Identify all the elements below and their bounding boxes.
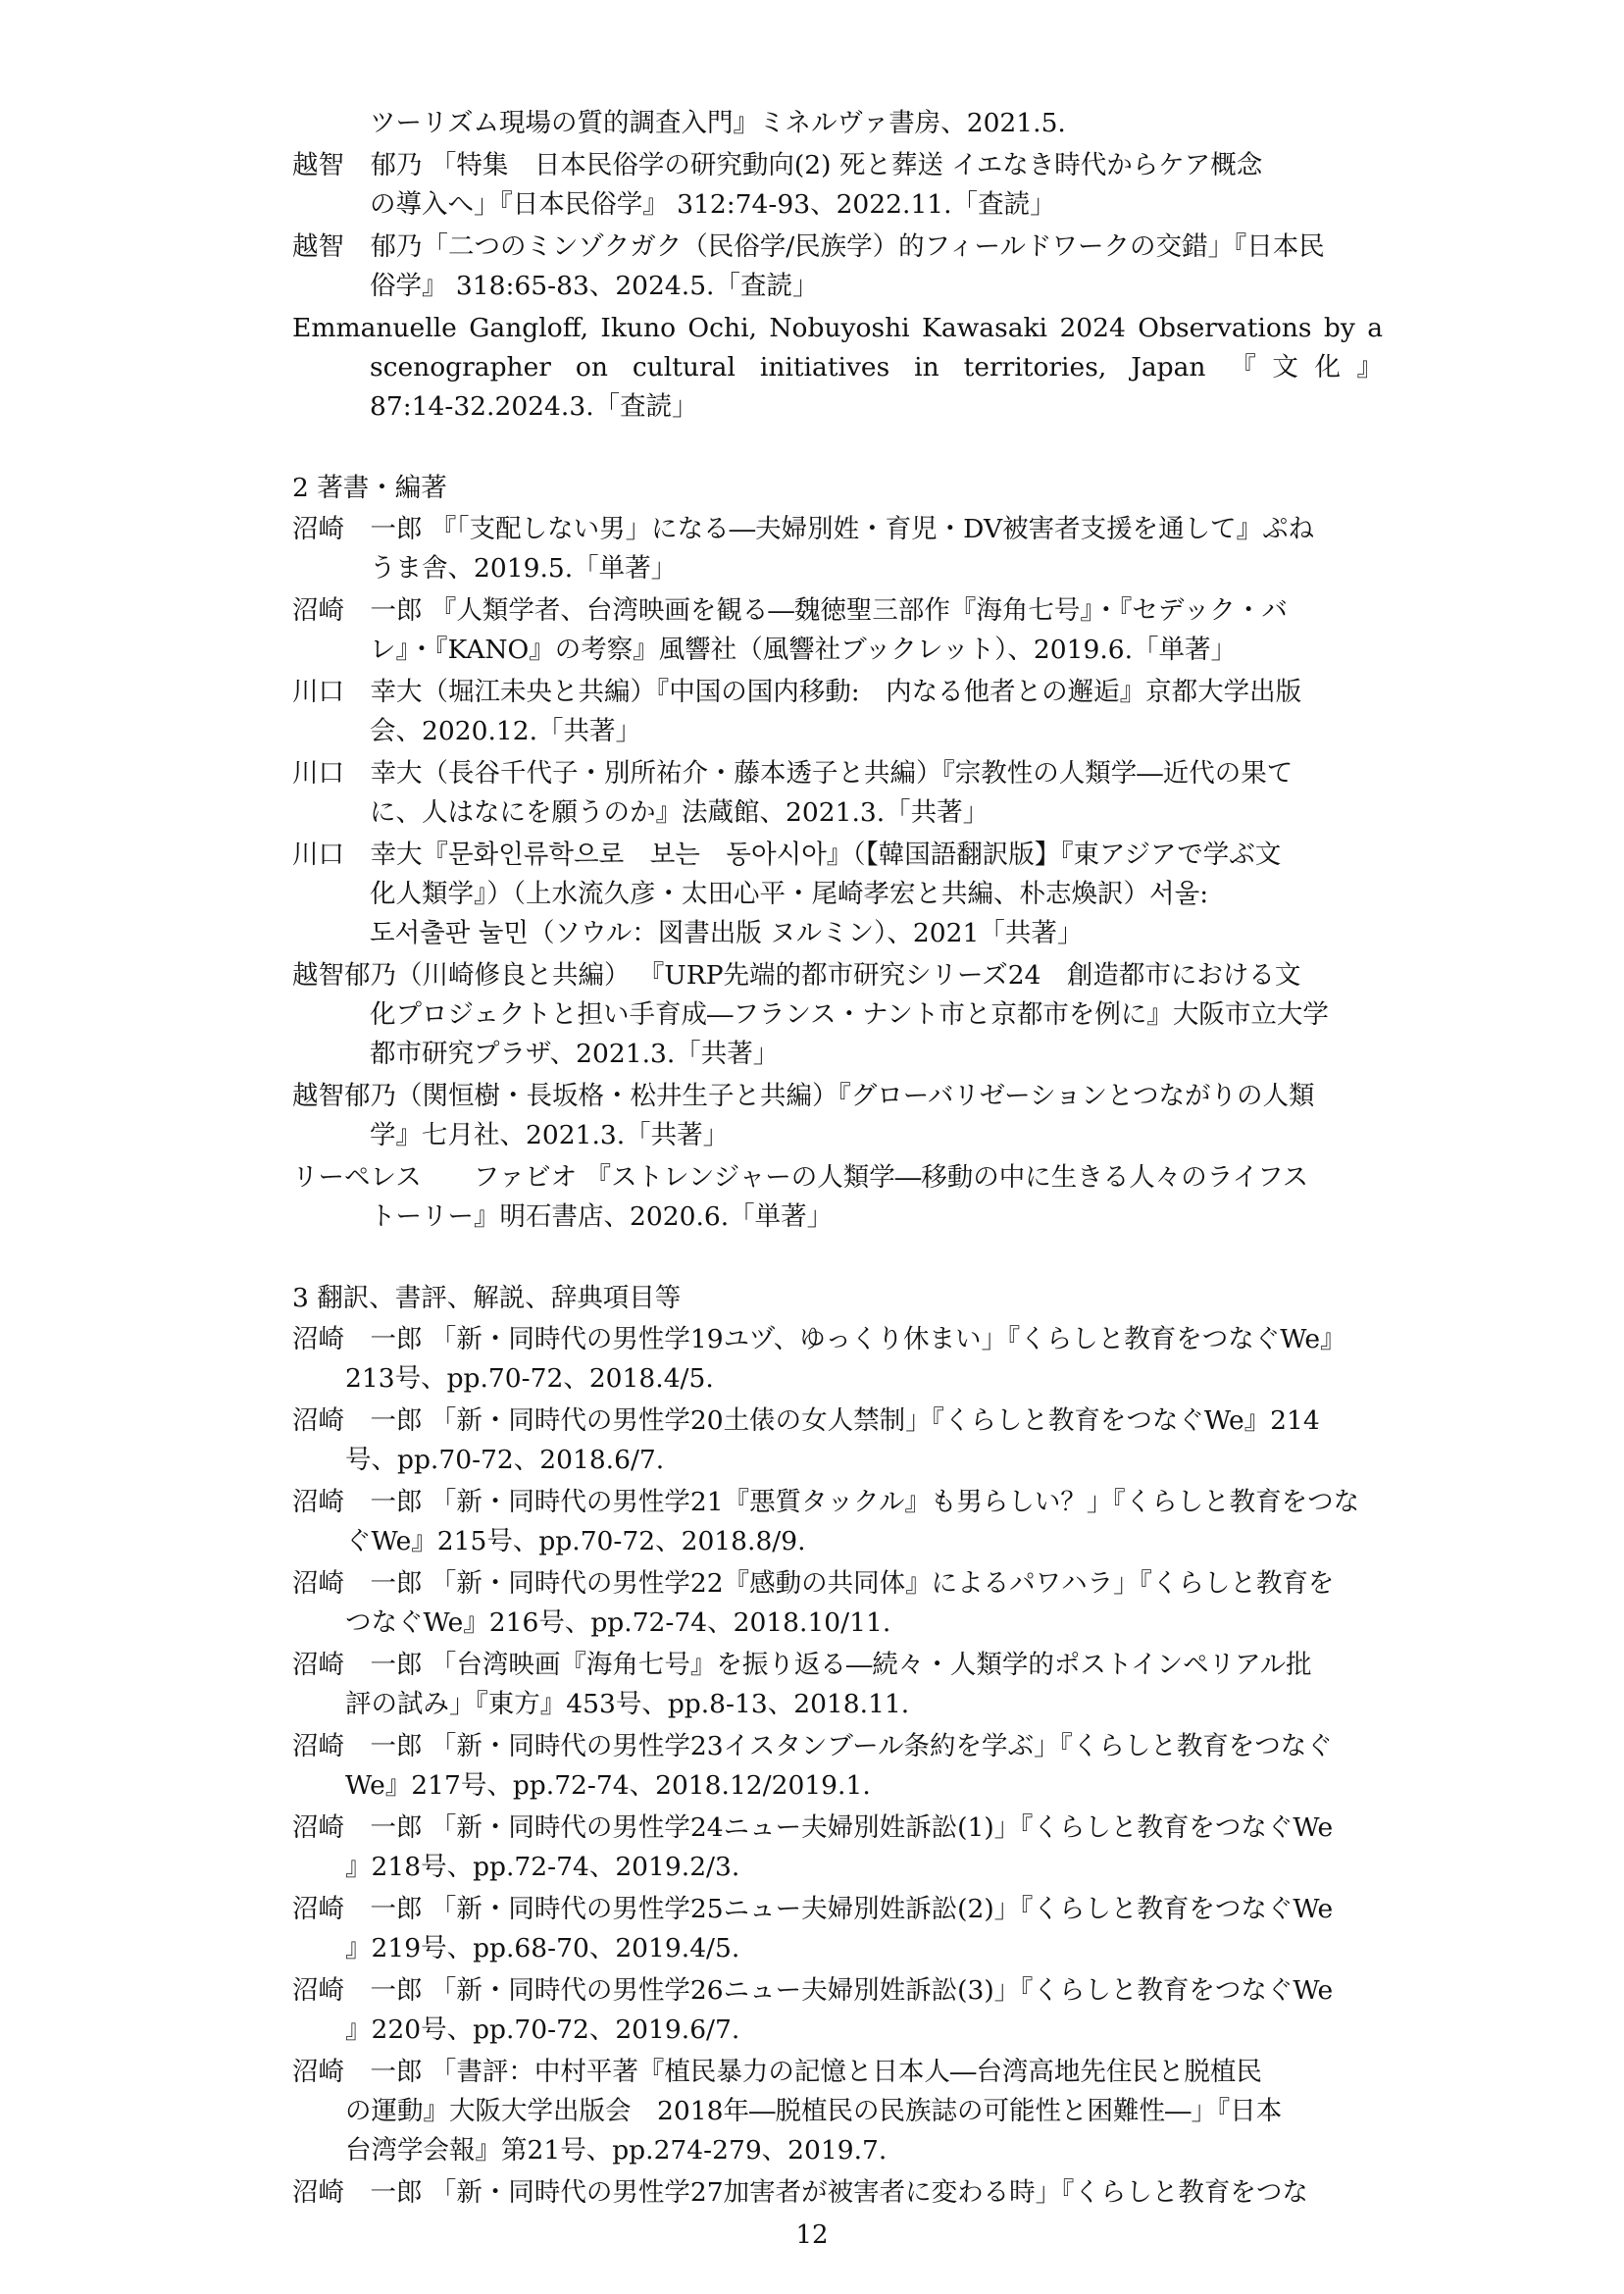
bibliography-entry: [292, 510, 1383, 588]
entry-line: 沼崎 一郎 『人類学者、台湾映画を観る―魏徳聖三部作『海角七号』・『セデック・バ: [292, 595, 1288, 626]
entry-line: 評の試み」『東方』453号、pp.8-13、2018.11.: [345, 1689, 910, 1719]
entries-books: [292, 510, 1383, 1237]
entry-line: 沼崎 一郎 「新・同時代の男性学19ユヅ、ゆっくり休まい」『くらしと教育をつなぐWe』: [292, 1324, 1346, 1354]
entry-line: 沼崎 一郎 「新・同時代の男性学24ニュー夫婦別姓訴訟(1)」『くらしと教育をつなぐWe: [292, 1812, 1334, 1843]
bibliography-entry: [292, 2053, 1383, 2170]
bibliography-entry: [292, 956, 1383, 1074]
bibliography-entry: [292, 754, 1383, 833]
entry-line: 』220号、pp.70-72、2019.6/7.: [345, 2014, 740, 2045]
bibliography-entry: [292, 1077, 1383, 1155]
bibliography-entry: [292, 673, 1383, 751]
entry-line: トーリー』明石書店、2020.6.「単著」: [370, 1201, 834, 1232]
entry-line: 87:14-32.2024.3.「査読」: [370, 391, 698, 422]
entry-line: 沼崎 一郎 「新・同時代の男性学26ニュー夫婦別姓訴訟(3)」『くらしと教育をつなぐWe: [292, 1975, 1334, 2006]
entry-line: ぐWe』215号、pp.70-72、2018.8/9.: [345, 1526, 806, 1556]
bibliography-entry: [292, 1890, 1383, 1968]
entry-line: 都市研究プラザ、2021.3.「共著」: [370, 1039, 780, 1069]
entry-line: 沼崎 一郎 「新・同時代の男性学25ニュー夫婦別姓訴訟(2)」『くらしと教育をつなぐWe: [292, 1894, 1334, 1924]
entry-line: 川口 幸大（堀江未央と共編）『中国の国内移動: 内なる他者との邂逅』京都大学出版: [292, 677, 1302, 707]
entry-line: うま舎、2019.5.「単著」: [370, 553, 678, 584]
entry-line: 沼崎 一郎 「新・同時代の男性学27加害者が被害者に変わる時」『くらしと教育をつな: [292, 2177, 1308, 2208]
entry-line: 』219号、pp.68-70、2019.4/5.: [345, 1933, 740, 1963]
entry-line: 沼崎 一郎 「新・同時代の男性学23イスタンブール条約を学ぶ」『くらしと教育をつなぐ: [292, 1731, 1333, 1761]
entry-line: Emmanuelle Gangloff, Ikuno Ochi, Nobuyoshi Kawasaki 2024 Observations by a: [292, 313, 1383, 343]
entries-translations: [292, 1320, 1383, 2213]
bibliography-entry: [292, 2173, 1383, 2213]
bibliography-entry: [292, 1809, 1383, 1887]
entry-line: 川口 幸大『문화인류학으로 보는 동아시아』（【韓国語翻訳版】『東アジアで学ぶ文: [292, 840, 1282, 870]
entries-top: [292, 104, 1383, 427]
entry-line: 沼崎 一郎 「書評：中村平著『植民暴力の記憶と日本人―台湾高地先住民と脱植民: [292, 2057, 1262, 2087]
entry-line: に、人はなにを願うのか』法蔵館、2021.3.「共著」: [370, 797, 990, 828]
entry-line: 会、2020.12.「共著」: [370, 716, 642, 746]
bibliography-entry: [292, 1483, 1383, 1561]
entry-line: の導入へ」『日本民俗学』 312:74-93、2022.11.「査読」: [370, 189, 1056, 220]
bibliography-entry: [292, 1564, 1383, 1643]
entry-line: 越智 郁乃 「特集 日本民俗学の研究動向(2) 死と葬送 イエなき時代からケア概念: [292, 150, 1263, 180]
section-heading-translations: 3 翻訳、書評、解説、辞典項目等: [292, 1283, 682, 1313]
entry-line: 도서출판 눌민（ソウル：図書出版 ヌルミン）、2021「共著」: [370, 918, 1084, 948]
bibliography-entry: [292, 836, 1383, 953]
entry-line: レ』・『KANO』の考察』風響社（風響社ブックレット）、2019.6.「単著」: [370, 635, 1238, 665]
bibliography-entry: [292, 228, 1383, 306]
entry-line: 学』七月社、2021.3.「共著」: [370, 1120, 730, 1150]
document-page: [292, 104, 1383, 2213]
entry-line: 』218号、pp.72-74、2019.2/3.: [345, 1852, 740, 1882]
entry-line: 化プロジェクトと担い手育成―フランス・ナント市と京都市を例に』大阪市立大学: [370, 999, 1329, 1030]
entry-line: の運動』大阪大学出版会 2018年―脱植民の民族誌の可能性と困難性―」『日本: [345, 2096, 1283, 2126]
entry-line: 沼崎 一郎 「新・同時代の男性学21『悪質タックル』も男らしい？」『くらしと教育をつな: [292, 1487, 1360, 1517]
entry-line: 越智郁乃（関恒樹・長坂格・松井生子と共編）『グローバリゼーションとつながりの人類: [292, 1081, 1315, 1111]
entry-line: 沼崎 一郎 「台湾映画『海角七号』を振り返る―続々・人類学的ポストインペリアル批: [292, 1650, 1312, 1680]
bibliography-entry: [292, 1646, 1383, 1724]
entry-line: 台湾学会報』第21号、pp.274-279、2019.7.: [345, 2135, 888, 2166]
entry-line: 越智郁乃（川崎修良と共編） 『URP先端的都市研究シリーズ24 創造都市における文: [292, 960, 1301, 991]
entry-line: リーペレス ファビオ 『ストレンジャーの人類学―移動の中に生きる人々のライフス: [292, 1162, 1309, 1193]
entry-line: 沼崎 一郎 「新・同時代の男性学22『感動の共同体』によるパワハラ」『くらしと教育を: [292, 1568, 1335, 1599]
entry-line: 沼崎 一郎 『「支配しない男」になる―夫婦別姓・育児・DV被害者支援を通して』ぷね: [292, 514, 1315, 544]
entry-line: We』217号、pp.72-74、2018.12/2019.1.: [345, 1770, 871, 1801]
entry-line: 化人類学』）（上水流久彦・太田心平・尾崎孝宏と共編、朴志煥訳）서울:: [370, 879, 1209, 909]
entry-line: scenographer on cultural initiatives in territories, Japan 『文化』: [370, 352, 1383, 382]
entry-line: つなぐWe』216号、pp.72-74、2018.10/11.: [345, 1607, 891, 1638]
entry-line: 越智 郁乃「二つのミンゾクガク（民俗学/民族学）的フィールドワークの交錯」『日本民: [292, 231, 1325, 262]
bibliography-entry: [292, 146, 1383, 225]
entry-line: 俗学』 318:65-83、2024.5.「査読」: [370, 271, 819, 301]
bibliography-entry: [292, 1727, 1383, 1806]
entry-line: 号、pp.70-72、2018.6/7.: [345, 1445, 665, 1475]
bibliography-entry: [292, 1158, 1383, 1237]
entry-line: 213号、pp.70-72、2018.4/5.: [345, 1363, 714, 1394]
entry-line: 沼崎 一郎 「新・同時代の男性学20土俵の女人禁制」『くらしと教育をつなぐWe』214: [292, 1405, 1320, 1436]
bibliography-entry: [292, 1971, 1383, 2050]
page-number: 12: [795, 2220, 829, 2250]
entry-line: ツーリズム現場の質的調査入門』ミネルヴァ書房、2021.5.: [370, 108, 1066, 138]
section-heading-books: 2 著書・編著: [292, 473, 447, 503]
bibliography-entry: [292, 1320, 1383, 1399]
bibliography-entry: [292, 309, 1383, 427]
entry-line: 川口 幸大（長谷千代子・別所祐介・藤本透子と共編）『宗教性の人類学―近代の果て: [292, 758, 1294, 789]
bibliography-entry: [292, 591, 1383, 670]
bibliography-entry: [292, 1402, 1383, 1480]
bibliography-entry: [292, 104, 1383, 143]
